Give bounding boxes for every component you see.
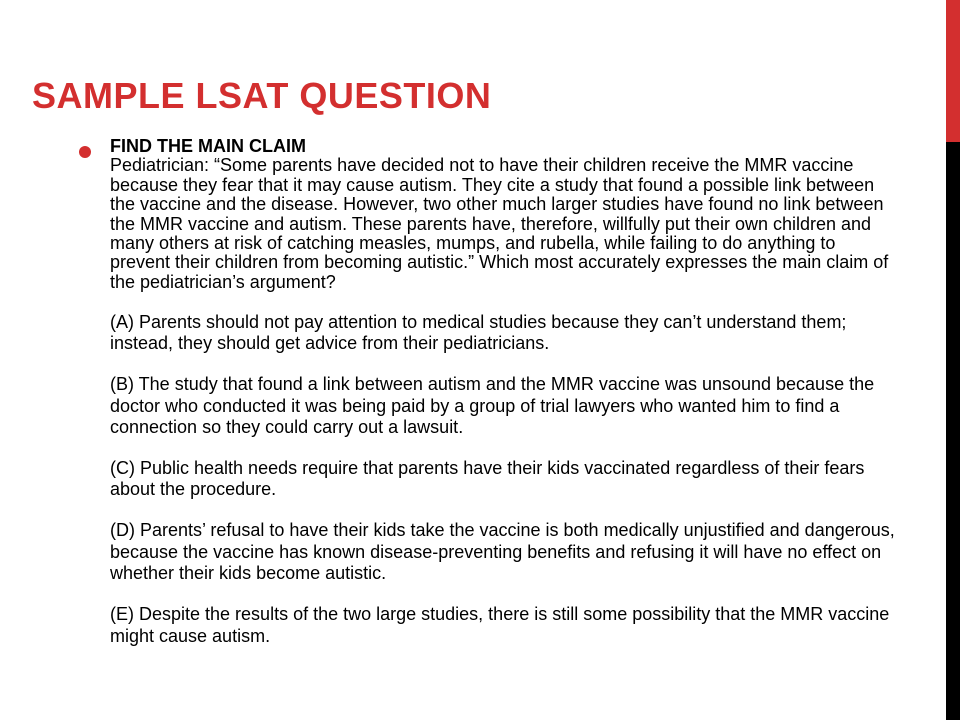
answer-choice-c: (C) Public health needs require that parents have their kids vaccinated regardless of their fears about the procedure.	[110, 457, 865, 500]
answer-choice-d: (D) Parents’ refusal to have their kids take the vaccine is both medically unjustified and dangerous, because the vaccine has known disease-preventing benefits and refusing it will have no effect on whether their kids become autistic.	[110, 520, 895, 584]
question-stem: Pediatrician: “Some parents have decided not to have their children receive the MMR vaccine because they fear that it may cause autism. They cite a study that found a possible link between the vaccine and the disease. However, two other much larger studies have found no link between the MMR vaccine and autism. These parents have, therefore, willfully put their own children and many others at risk of catching measles, mumps, and rubella, while failing to do anything to prevent their children from becoming autistic.” Which most accurately expresses the main claim of the pediatrician’s argument?	[110, 155, 889, 292]
bullet-content	[110, 137, 900, 647]
answer-choice-e: (E) Despite the results of the two large studies, there is still some possibility that the MMR vaccine might cause autism.	[110, 604, 890, 646]
slide-title: SAMPLE LSAT QUESTION	[32, 75, 492, 116]
bullet-dot-icon	[79, 146, 91, 158]
side-accent-block	[946, 0, 960, 142]
bullet-heading: FIND THE MAIN CLAIM	[110, 136, 306, 156]
answer-choice-a: (A) Parents should not pay attention to medical studies because they can’t understand them; instead, they should get advice from their pediatricians.	[110, 311, 847, 354]
side-decoration-bar	[946, 0, 960, 720]
answer-choice-b: (B) The study that found a link between autism and the MMR vaccine was unsound because the doctor who conducted it was being paid by a group of trial lawyers who wanted him to find a connection so they could carry out a lawsuit.	[110, 374, 875, 438]
